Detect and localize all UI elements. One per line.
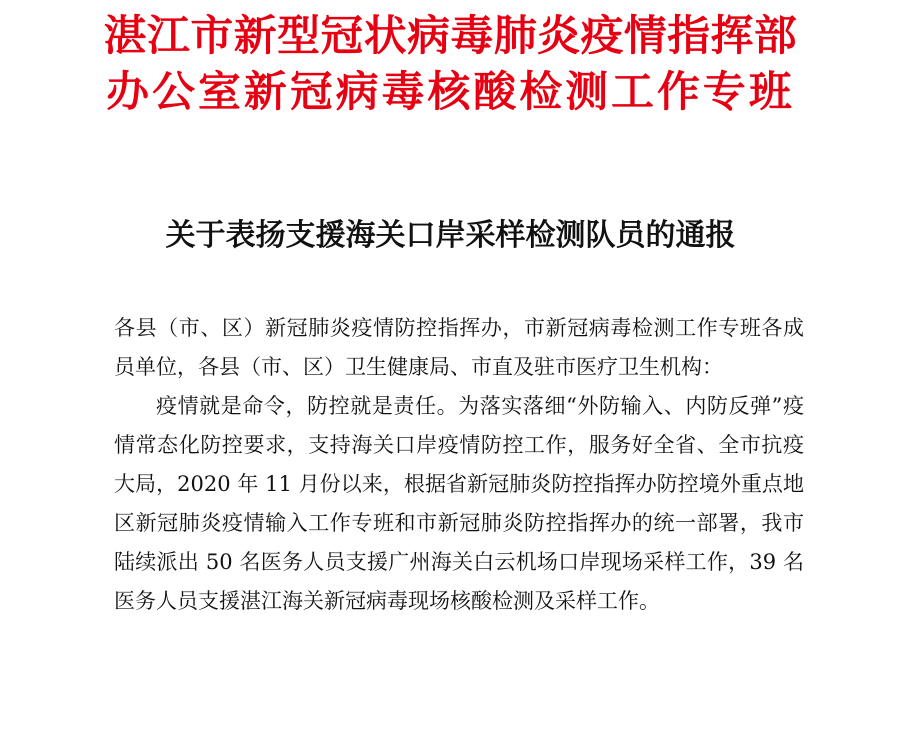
notice-body (114, 309, 804, 621)
body-paragraph-1: 疫情就是命令，防控就是责任。为落实落细“外防输入、内防反弹”疫情常态化防控要求，支持海关口岸疫情防控工作，服务好全省、全市抗疫大局，2020 年 11 月份以来，根据省新冠肺炎防控指挥办防控境外重点地区新冠肺炎疫情输入工作专班和市新冠肺炎防控指挥办的统一部署，我市陆续派出 50 名医务人员支援广州海关白云机场口岸现场采样工作，39 名医务人员支援湛江海关新冠病毒现场核酸检测及采样工作。 (114, 394, 804, 613)
letterhead-line-1: 湛江市新型冠状病毒肺炎疫情指挥部 (103, 11, 798, 60)
salutation-paragraph: 各县（市、区）新冠肺炎疫情防控指挥办，市新冠病毒检测工作专班各成员单位，各县（市、区）卫生健康局、市直及驻市医疗卫生机构： (114, 316, 804, 379)
letterhead-line-2: 办公室新冠病毒核酸检测工作专班 (106, 67, 795, 116)
notice-title: 关于表扬支援海关口岸采样检测队员的通报 (165, 218, 736, 253)
letterhead-header (0, 8, 901, 120)
